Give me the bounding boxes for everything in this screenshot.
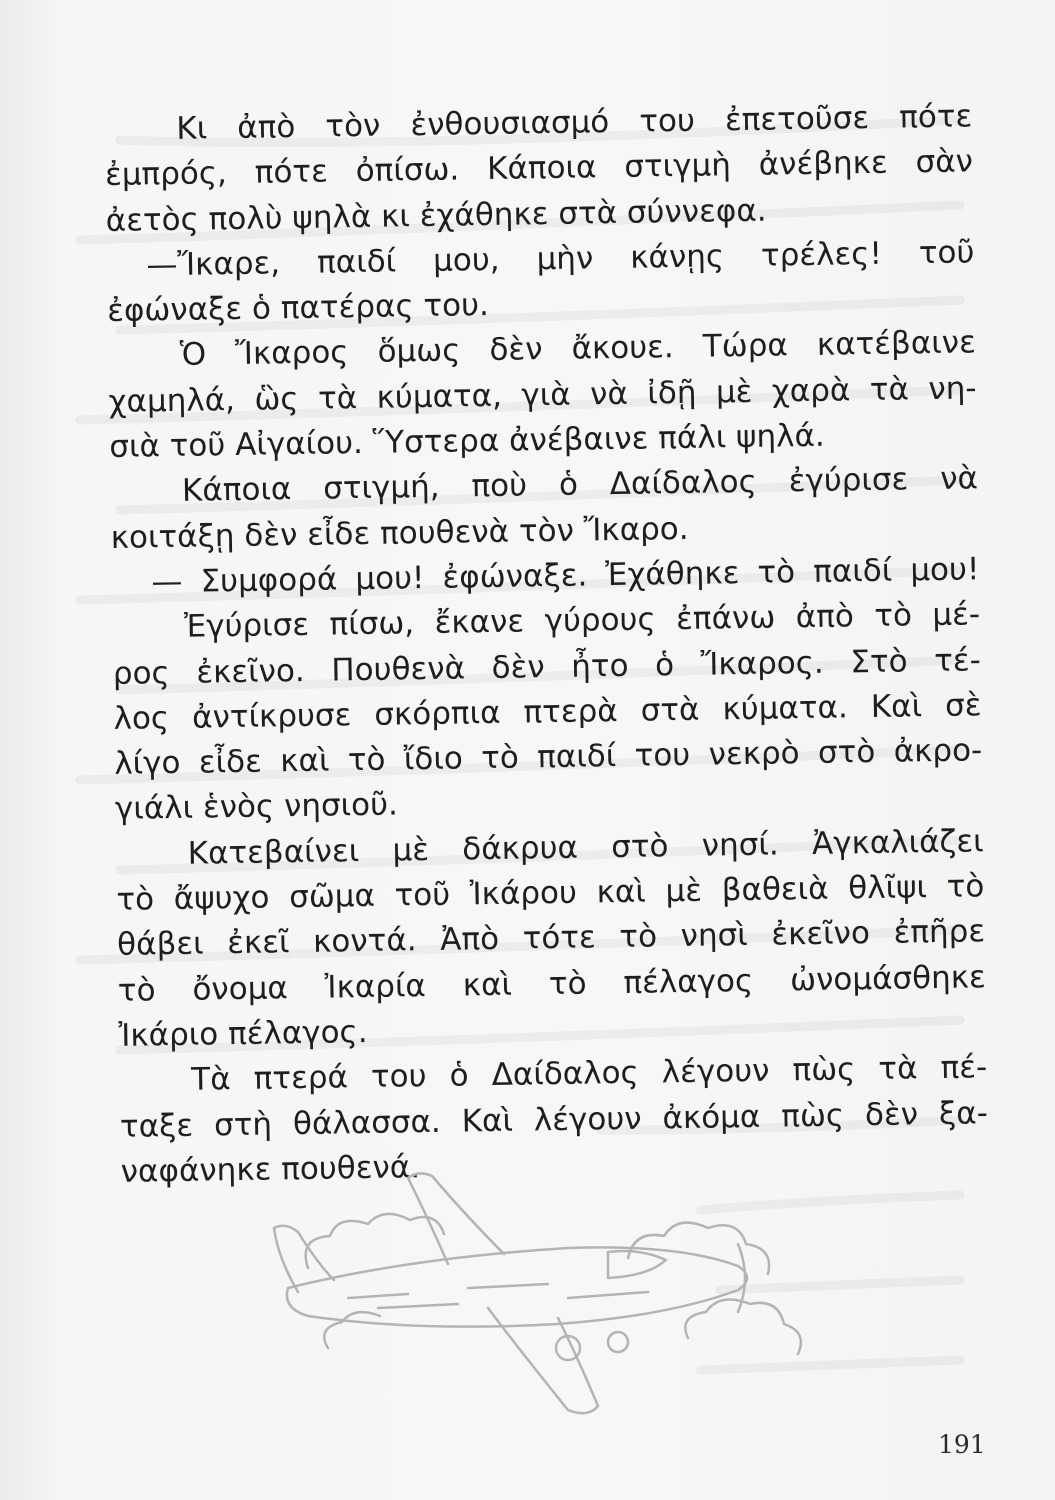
text-line: τὸ ὄνομα Ἰκαρία καὶ τὸ πέλαγος ὠνομάσθηκε xyxy=(117,958,987,1009)
text-line: ναφάνηκε πουθενά. xyxy=(120,1148,421,1190)
text-line: λίγο εἶδε καὶ τὸ ἴδιο τὸ παιδί του νεκρὸ στὸ ἀκρο- xyxy=(114,732,983,783)
text-line: Κι ἀπὸ τὸν ἐνθουσιασμό του ἐπετοῦσε πότε xyxy=(176,98,973,147)
text-line: Κάποια στιγμή, ποὺ ὁ Δαίδαλος ἐγύρισε νὰ xyxy=(181,460,979,510)
text-line: τὸ ἄψυχο σῶμα τοῦ Ἰκάρου καὶ μὲ βαθειὰ θλῖψι τὸ xyxy=(116,868,985,918)
text-line: Ἐγύρισε πίσω, ἔκανε γύρους ἐπάνω ἀπὸ τὸ μέ- xyxy=(183,596,981,646)
text-line: σιὰ τοῦ Αἰγαίου. Ὕστερα ἀνέβαινε πάλι ψηλά. xyxy=(109,417,826,466)
text-line: ἐμπρός, πότε ὀπίσω. Κάποια στιγμὴ ἀνέβηκε σὰν xyxy=(104,143,974,194)
text-line: — Συμφορά μου! ἐφώναξε. Ἐχάθηκε τὸ παιδί μου! xyxy=(151,551,980,601)
text-line: κοιτάξῃ δὲν εἶδε πουθενὰ τὸν Ἴκαρο. xyxy=(110,510,689,556)
text-line: Κατεβαίνει μὲ δάκρυα στὸ νησί. Ἀγκαλιάζει xyxy=(187,823,984,872)
text-line: ταξε στὴ θάλασσα. Καὶ λέγουν ἀκόμα πὼς δὲν ξα- xyxy=(119,1094,989,1145)
text-line: ἀετὸς πολὺ ψηλὰ κι ἐχάθηκε στὰ σύννεφα. xyxy=(105,192,767,239)
text-line: Ἰκάριο πέλαγος. xyxy=(118,1013,368,1054)
airplane-in-clouds-icon xyxy=(268,1148,820,1418)
text-line: —Ἴκαρε, παιδί μου, μὴν κάνῃς τρέλες! τοῦ xyxy=(146,234,975,284)
text-line: Ὁ Ἴκαρος ὅμως δὲν ἄκουε. Τώρα κατέβαινε xyxy=(179,324,977,374)
text-line: ἐφώναξε ὁ πατέρας του. xyxy=(106,287,490,330)
page-number: 191 xyxy=(938,1430,986,1459)
text-line: ρος ἐκεῖνο. Πουθενὰ δὲν ἦτο ὁ Ἴκαρος. Στὸ τέ- xyxy=(112,641,982,692)
text-line: λος ἀντίκρυσε σκόρπια πτερὰ στὰ κύματα. Καὶ σὲ xyxy=(113,687,982,737)
text-line: χαμηλά, ὣς τὰ κύματα, γιὰ νὰ ἰδῇ μὲ χαρὰ τὰ νη- xyxy=(108,370,977,420)
text-line: γιάλι ἑνὸς νησιοῦ. xyxy=(114,786,399,828)
text-line: Τὰ πτερά του ὁ Δαίδαλος λέγουν πὼς τὰ πέ- xyxy=(190,1049,988,1098)
text-line: θάβει ἐκεῖ κοντά. Ἀπὸ τότε τὸ νησὶ ἐκεῖνο ἐπῆρε xyxy=(116,913,986,964)
story-text xyxy=(104,94,989,1195)
